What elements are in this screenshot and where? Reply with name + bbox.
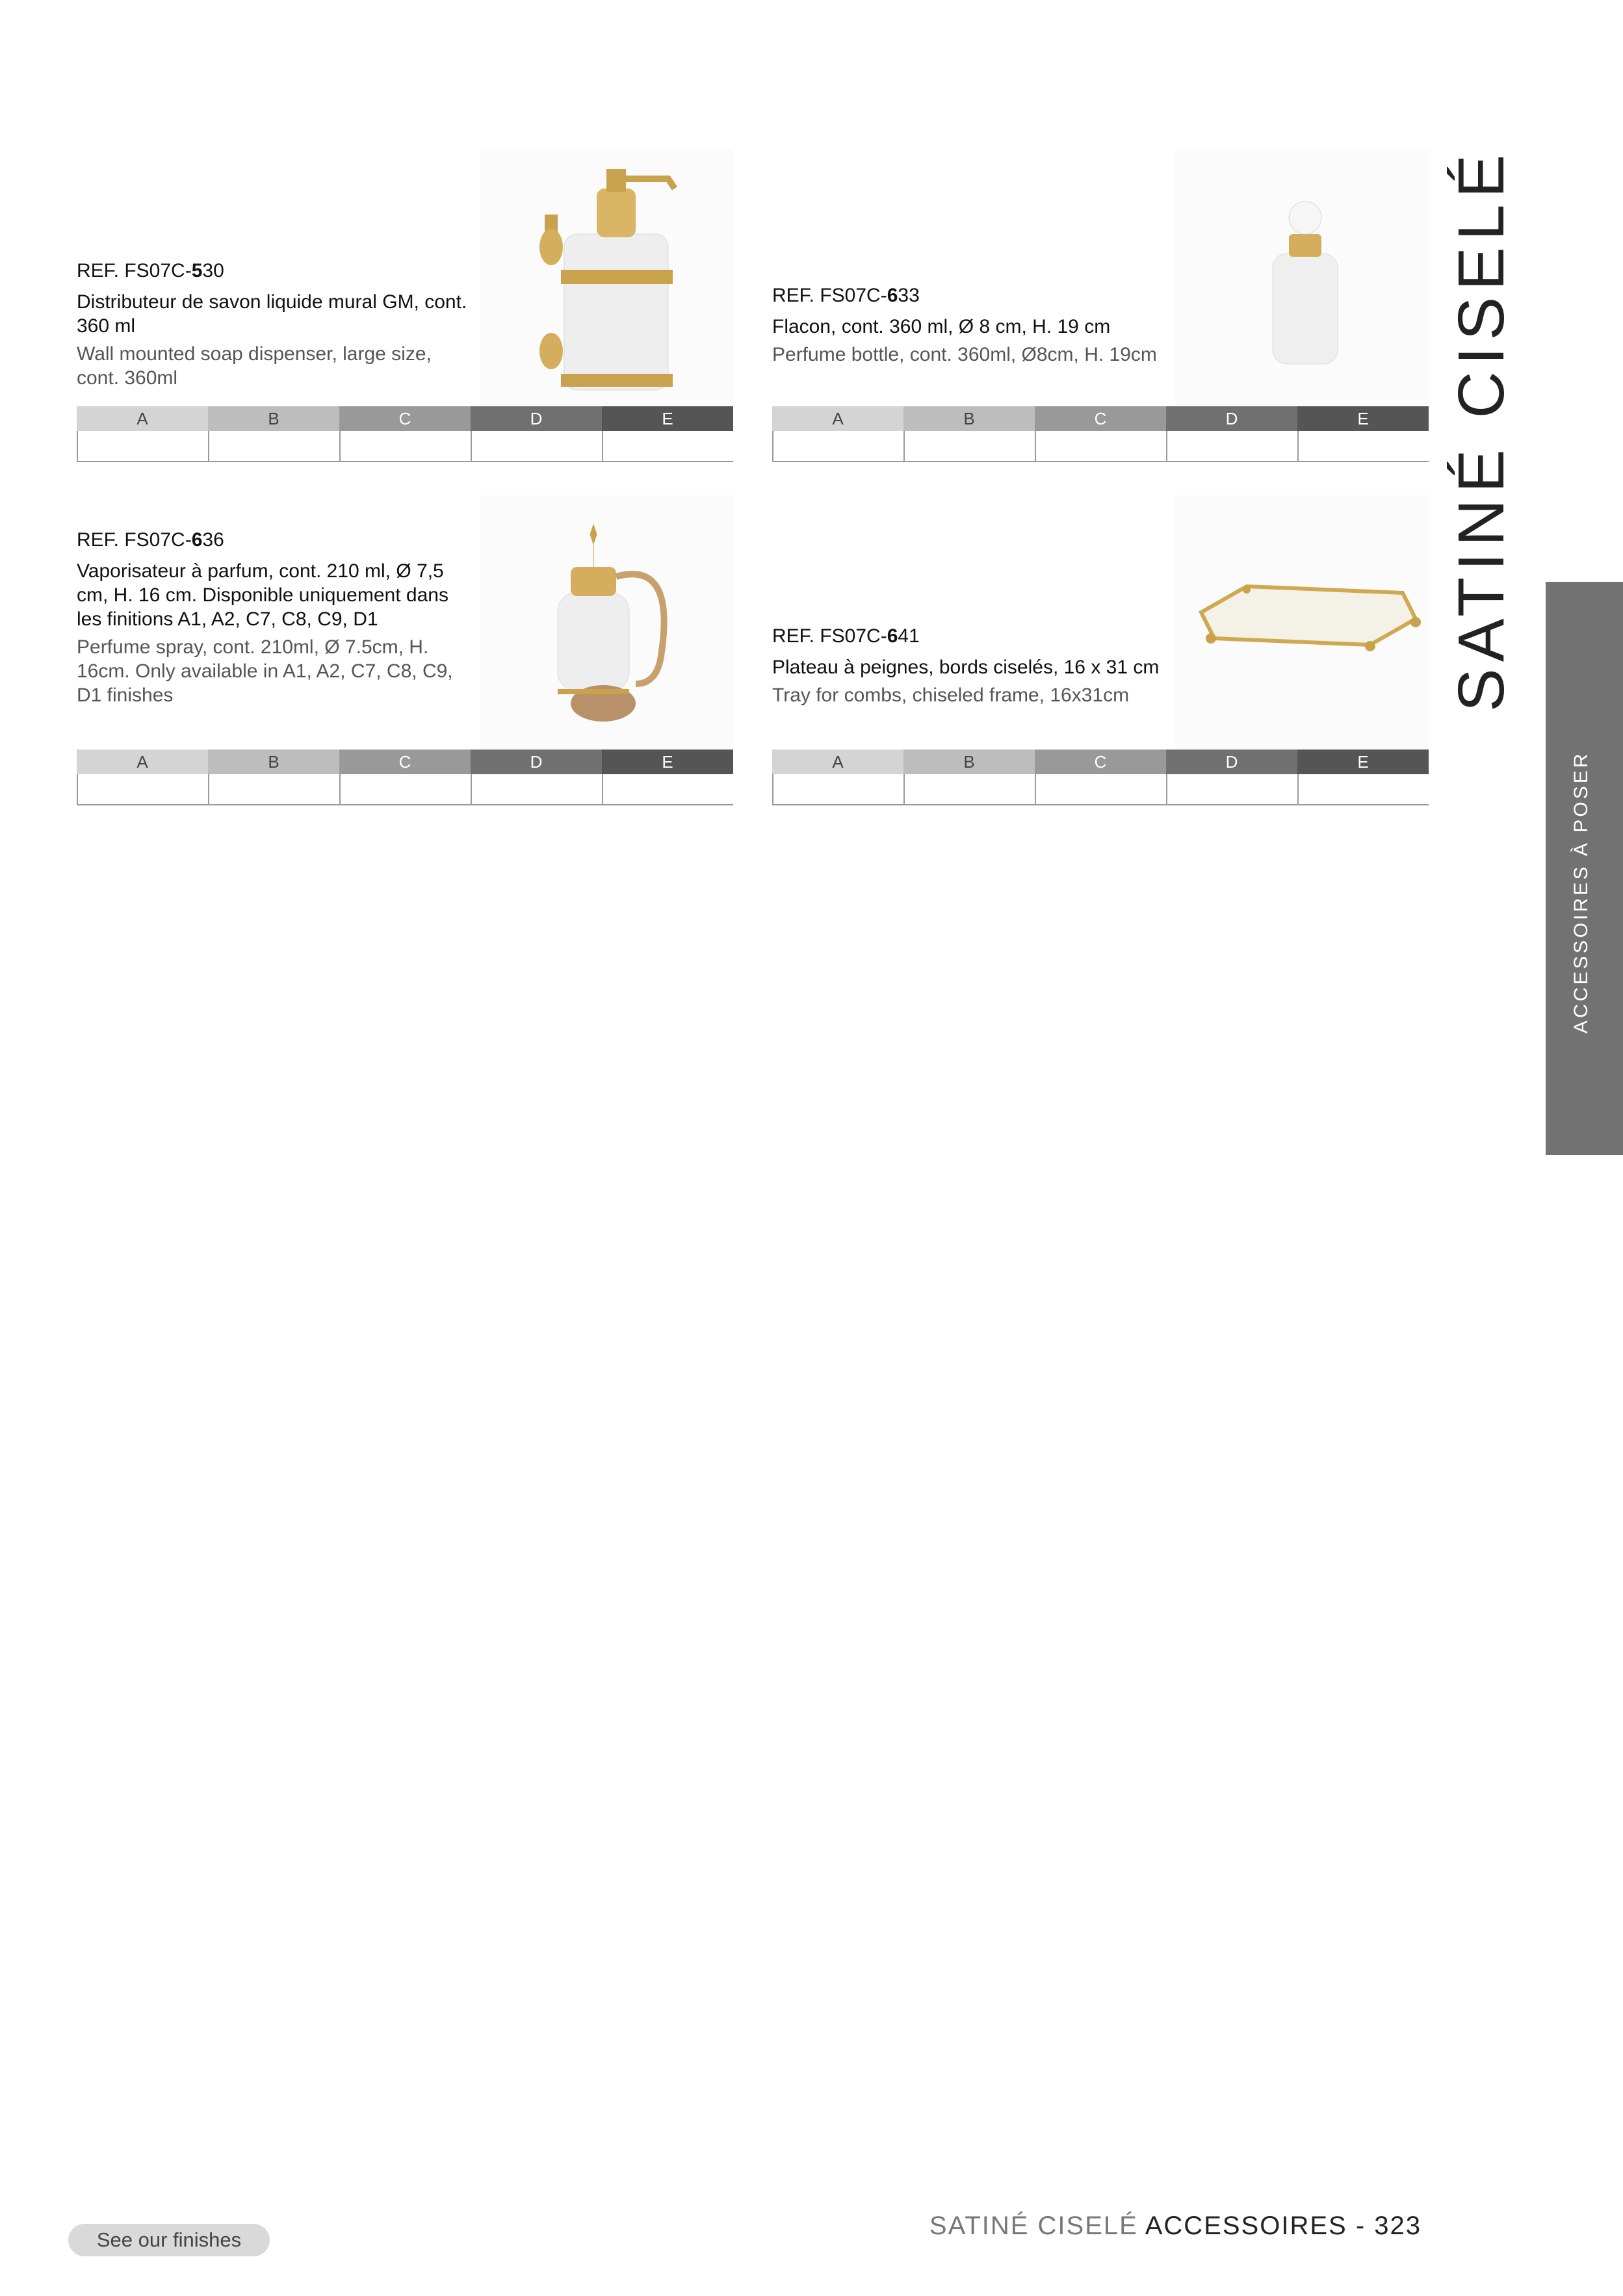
product-card-636 <box>77 495 733 814</box>
finish-column-e: E <box>1297 750 1429 774</box>
finish-column-a: A <box>772 406 903 431</box>
product-card-530 <box>77 150 733 468</box>
finish-column-d: D <box>471 750 602 774</box>
footer-series: SATINÉ CISELÉ <box>929 2211 1138 2240</box>
product-image-perfume-spray <box>480 495 733 755</box>
finish-grid-header <box>772 750 1429 774</box>
finish-column-a: A <box>77 406 208 431</box>
finish-cell-d <box>471 774 602 804</box>
product-image-perfume-bottle <box>1175 150 1429 410</box>
finish-column-d: D <box>471 406 602 431</box>
finish-cell-e <box>1297 431 1429 461</box>
finish-column-b: B <box>208 750 339 774</box>
finish-grid <box>77 750 733 805</box>
finish-grid <box>772 406 1429 462</box>
product-description-fr: Flacon, cont. 360 ml, Ø 8 cm, H. 19 cm <box>772 316 1111 337</box>
product-text <box>772 283 1175 367</box>
product-card-633 <box>772 150 1429 468</box>
finish-column-c: C <box>339 750 471 774</box>
side-tab-label: ACCESSOIRES À POSER <box>1570 751 1592 1034</box>
finish-cell-a <box>77 774 208 804</box>
finish-column-b: B <box>903 406 1035 431</box>
product-text <box>77 528 473 707</box>
see-finishes-button[interactable]: See our finishes <box>68 2224 270 2256</box>
footer-page-number: 323 <box>1374 2211 1422 2240</box>
product-description-en: Perfume spray, cont. 210ml, Ø 7.5cm, H. 16cm. Only available in A1, A2, C7, C8, C9, D1 finishes <box>77 636 453 706</box>
product-description-en: Tray for combs, chiseled frame, 16x31cm <box>772 685 1130 706</box>
finish-column-b: B <box>208 406 339 431</box>
product-description-fr: Vaporisateur à parfum, cont. 210 ml, Ø 7,5 cm, H. 16 cm. Disponible uniquement dans les finitions A1, A2, C7, C8, C9, D1 <box>77 560 448 630</box>
finish-column-e: E <box>602 406 733 431</box>
side-tab[interactable] <box>1546 582 1623 1155</box>
product-description-en: Perfume bottle, cont. 360ml, Ø8cm, H. 19cm <box>772 344 1157 365</box>
finish-cell-e <box>1297 774 1429 804</box>
finish-cell-b <box>208 774 339 804</box>
finish-grid <box>77 406 733 462</box>
product-card-641 <box>772 495 1429 814</box>
product-image-comb-tray <box>1175 495 1429 755</box>
finish-cell-e <box>602 431 733 461</box>
product-description-fr: Distributeur de savon liquide mural GM, cont. 360 ml <box>77 291 467 337</box>
finish-cell-c <box>339 431 471 461</box>
footer-separator: - <box>1347 2211 1375 2240</box>
product-ref: REF. FS07C-530 <box>77 260 224 281</box>
finish-grid-row <box>77 431 733 462</box>
finish-grid-row <box>772 431 1429 462</box>
finish-cell-c <box>1035 431 1166 461</box>
finish-cell-a <box>772 774 903 804</box>
finish-grid-row <box>772 774 1429 805</box>
finish-cell-b <box>903 431 1035 461</box>
finish-column-c: C <box>339 406 471 431</box>
product-description-en: Wall mounted soap dispenser, large size, cont. 360ml <box>77 343 432 389</box>
finish-grid-header <box>772 406 1429 431</box>
finish-column-d: D <box>1166 750 1297 774</box>
finish-cell-a <box>772 431 903 461</box>
page-footer <box>929 2211 1422 2241</box>
finish-column-c: C <box>1035 406 1166 431</box>
finish-cell-b <box>208 431 339 461</box>
product-ref: REF. FS07C-636 <box>77 529 224 551</box>
finish-grid-header <box>77 750 733 774</box>
finish-column-a: A <box>77 750 208 774</box>
finish-column-e: E <box>1297 406 1429 431</box>
finish-cell-a <box>77 431 208 461</box>
finish-cell-d <box>471 431 602 461</box>
finish-column-a: A <box>772 750 903 774</box>
product-description-fr: Plateau à peignes, bords ciselés, 16 x 31 cm <box>772 657 1160 678</box>
product-text <box>77 259 473 390</box>
finish-cell-b <box>903 774 1035 804</box>
finish-cell-d <box>1166 774 1297 804</box>
finish-column-d: D <box>1166 406 1297 431</box>
finish-column-e: E <box>602 750 733 774</box>
footer-category: ACCESSOIRES <box>1145 2211 1347 2240</box>
product-image-soap-dispenser <box>480 150 733 410</box>
finish-column-b: B <box>903 750 1035 774</box>
finish-grid <box>772 750 1429 805</box>
product-text <box>772 624 1175 707</box>
product-ref: REF. FS07C-641 <box>772 625 920 647</box>
finish-grid-row <box>77 774 733 805</box>
finish-column-c: C <box>1035 750 1166 774</box>
section-title-vertical: SATINÉ CISELÉ <box>1445 148 1518 712</box>
finish-grid-header <box>77 406 733 431</box>
finish-cell-e <box>602 774 733 804</box>
finish-cell-d <box>1166 431 1297 461</box>
product-ref: REF. FS07C-633 <box>772 285 920 306</box>
finish-cell-c <box>1035 774 1166 804</box>
finish-cell-c <box>339 774 471 804</box>
